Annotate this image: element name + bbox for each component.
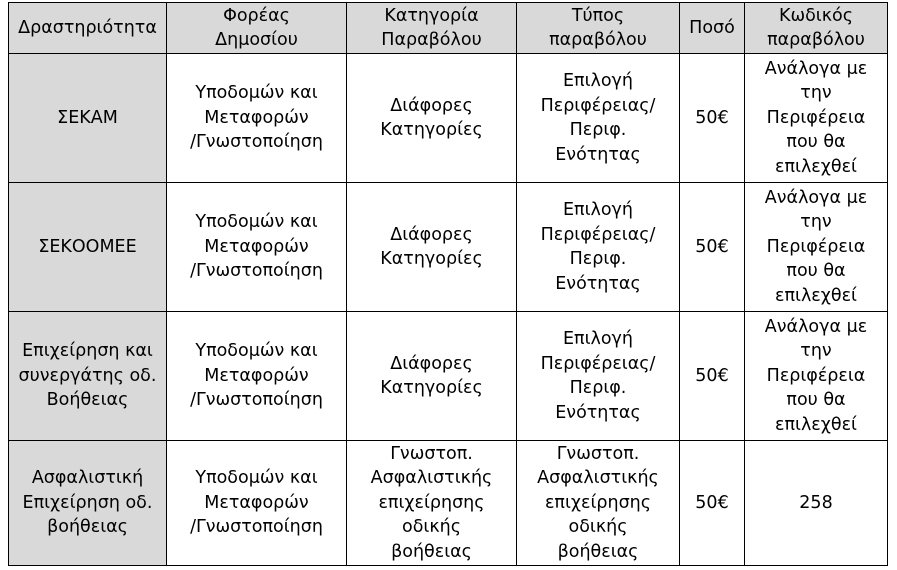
header-label: Φορέας Δημοσίου (215, 5, 298, 50)
fee-table-container (8, 2, 888, 566)
cell-text: 258 (799, 492, 833, 513)
cell-public-body (167, 312, 347, 441)
cell-text: Υποδομών και Μεταφορών /Γνωστοποίηση (190, 341, 323, 411)
cell-text: ΣΕΚΟΟΜΕΕ (38, 236, 137, 257)
cell-fee-code (745, 312, 888, 441)
cell-text: Διάφορες Κατηγορίες (380, 95, 483, 140)
header-amount (680, 3, 745, 54)
cell-text: Διάφορες Κατηγορίες (380, 353, 483, 398)
header-fee-code (745, 3, 888, 54)
cell-fee-category (347, 312, 517, 441)
header-fee-category (347, 3, 517, 54)
cell-text: Ανάλογα με την Περιφέρεια που θα επιλεχθεί (764, 316, 868, 435)
cell-text: ΣΕΚΑΜ (57, 107, 118, 128)
cell-text: 50€ (695, 236, 729, 257)
cell-activity (9, 183, 167, 312)
table-row (9, 312, 888, 441)
cell-text: 50€ (695, 492, 729, 513)
cell-activity (9, 312, 167, 441)
header-label: Τύπος παραβόλου (549, 5, 647, 50)
cell-fee-code (745, 54, 888, 183)
header-activity (9, 3, 167, 54)
header-label: Κατηγορία Παραβόλου (381, 5, 482, 50)
header-public-body (167, 3, 347, 54)
cell-text: Ασφαλιστική Επιχείρηση οδ. βοήθειας (22, 468, 153, 538)
cell-text: Γνωστοπ. Ασφαλιστικής επιχείρησης οδικής βοήθειας (537, 443, 659, 562)
table-row (9, 183, 888, 312)
table-row (9, 54, 888, 183)
header-label: Κωδικός παραβόλου (767, 5, 865, 50)
cell-fee-category (347, 441, 517, 566)
cell-amount (680, 312, 745, 441)
cell-amount (680, 441, 745, 566)
cell-amount (680, 183, 745, 312)
header-label: Δραστηριότητα (18, 17, 157, 38)
cell-text: Υποδομών και Μεταφορών /Γνωστοποίηση (190, 468, 323, 538)
cell-text: Επιλογή Περιφέρειας/ Περιφ. Ενότητας (540, 71, 656, 165)
cell-fee-category (347, 183, 517, 312)
cell-activity (9, 441, 167, 566)
cell-text: Διάφορες Κατηγορίες (380, 224, 483, 269)
cell-fee-code (745, 441, 888, 566)
cell-text: Γνωστοπ. Ασφαλιστικής επιχείρησης οδικής βοήθειας (370, 443, 493, 562)
cell-public-body (167, 183, 347, 312)
table-header-row (9, 3, 888, 54)
cell-text: 50€ (695, 107, 729, 128)
cell-fee-type (517, 441, 680, 566)
cell-fee-category (347, 54, 517, 183)
header-label: Ποσό (689, 17, 735, 38)
cell-text: Επιλογή Περιφέρειας/ Περιφ. Ενότητας (540, 329, 656, 423)
cell-fee-type (517, 54, 680, 183)
cell-text: 50€ (695, 365, 729, 386)
table-row (9, 441, 888, 566)
cell-text: Υποδομών και Μεταφορών /Γνωστοποίηση (190, 83, 323, 153)
cell-fee-code (745, 183, 888, 312)
cell-public-body (167, 441, 347, 566)
cell-text: Ανάλογα με την Περιφέρεια που θα επιλεχθεί (764, 58, 868, 177)
cell-public-body (167, 54, 347, 183)
cell-text: Ανάλογα με την Περιφέρεια που θα επιλεχθεί (764, 187, 868, 306)
cell-fee-type (517, 183, 680, 312)
cell-amount (680, 54, 745, 183)
cell-text: Υποδομών και Μεταφορών /Γνωστοποίηση (190, 212, 323, 282)
cell-text: Επιχείρηση και συνεργάτης οδ. Βοήθειας (18, 341, 157, 411)
header-fee-type (517, 3, 680, 54)
cell-fee-type (517, 312, 680, 441)
cell-activity (9, 54, 167, 183)
cell-text: Επιλογή Περιφέρειας/ Περιφ. Ενότητας (540, 200, 656, 294)
fee-table (8, 2, 888, 566)
